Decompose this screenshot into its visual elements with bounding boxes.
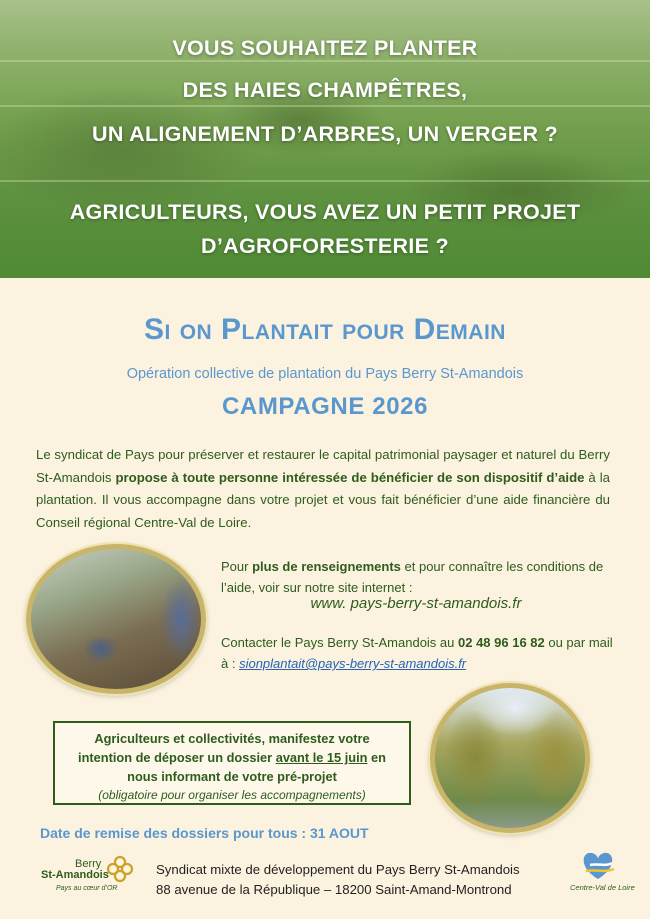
contact-text-mid: ou par mail à : [221,635,613,671]
hero-line-2: DES HAIES CHAMPÊTRES, [182,78,468,102]
email-link[interactable]: sionplantait@pays-berry-st-amandois.fr [239,656,467,671]
intro-text-end: à la plantation. Il vous accompagne dans votre projet et vous fait bénéficier d’une aide financière du Conseil régional Centre-Val de Loire. [36,469,610,530]
page-title: Si on Plantait pour Demain [144,313,506,346]
flower-icon [106,855,134,883]
hero-line-1: VOUS SOUHAITEZ PLANTER [172,36,478,60]
heart-logo-icon [568,845,628,885]
footer-address [156,860,520,900]
campaign-heading: CAMPAGNE 2026 [221,393,429,420]
info-paragraph [221,556,621,598]
hero-line-5: D’AGROFORESTERIE ? [201,234,449,258]
tree-alley-photo [430,683,590,833]
field-line [0,180,650,182]
footer-line-1: Syndicat mixte de développement du Pays Berry St-Amandois [156,862,520,877]
phone-number: 02 48 96 16 82 [458,635,545,650]
contact-paragraph [221,632,621,674]
notice-line-2: intention de déposer un dossier [78,750,276,765]
contact-text: Contacter le Pays Berry St-Amandois au [221,635,458,650]
hero-banner [0,0,650,278]
intro-bold: propose à toute personne intéressée de bénéficier de son dispositif d’aide [115,469,585,485]
intro-text: Le syndicat de Pays pour préserver et restaurer le capital patrimonial paysager et naturel du Berry St-Amandois [36,447,610,485]
field-line [0,105,650,107]
footer-line-2: 88 avenue de la République – 18200 Saint-Amand-Montrond [156,882,512,897]
logo-berry-text: Berry [75,858,102,870]
hero-line-4: AGRICULTEURS, VOUS AVEZ UN PETIT PROJET [69,200,581,224]
deadline-text: Date de remise des dossiers pour tous : 31 AOUT [40,825,369,841]
notice-line-2-end: en [367,750,386,765]
notice-box [53,721,411,805]
planting-photo [26,544,206,694]
region-caption: Centre-Val de Loire [570,883,635,892]
info-bold: plus de renseignements [252,559,401,574]
info-text: Pour [221,559,253,574]
region-logo [568,845,640,895]
notice-line-1: Agriculteurs et collectivités, manifestez votre [94,731,370,746]
logo-stam-text: St-Amandois [41,869,109,881]
notice-deadline: avant le 15 juin [275,750,368,765]
website-link[interactable]: www. pays-berry-st-amandois.fr [310,595,522,612]
notice-line-4: (obligatoire pour organiser les accompagnements) [98,788,366,802]
hero-line-3: UN ALIGNEMENT D’ARBRES, UN VERGER ? [92,122,558,146]
page-subtitle: Opération collective de plantation du Pays Berry St-Amandois [126,366,524,382]
intro-paragraph [36,444,610,534]
info-text-end: et pour connaître les conditions de l’aide, voir sur notre site internet : [221,559,604,595]
pays-logo [38,855,138,895]
notice-line-3: nous informant de votre pré-projet [127,769,337,784]
logo-slogan: Pays au cœur d’OR [56,885,118,892]
